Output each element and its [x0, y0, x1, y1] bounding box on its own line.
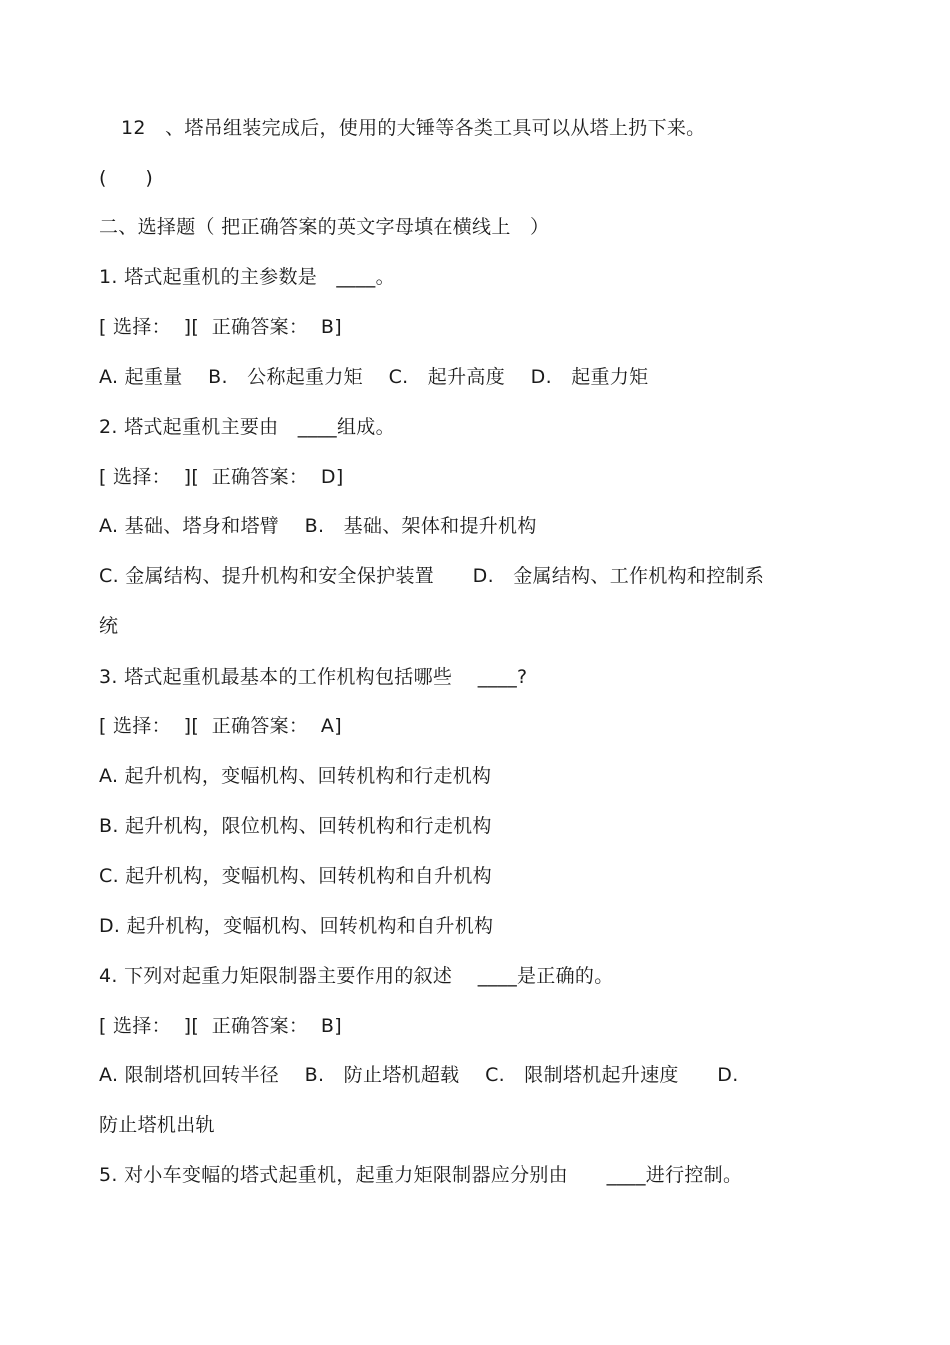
question-1-answer: [ 选择： ][ 正确答案： B]: [99, 316, 342, 338]
question-2-options-ab: A. 基础、塔身和塔臂 B. 基础、架体和提升机构: [99, 515, 537, 537]
question-4-options-continued: 防止塔机出轨: [99, 1114, 215, 1136]
question-3-option-d: D. 起升机构，变幅机构、回转机构和自升机构: [99, 915, 494, 937]
question-4-text: 4. 下列对起重力矩限制器主要作用的叙述 ____是正确的。: [99, 965, 614, 987]
question-3-option-b: B. 起升机构，限位机构、回转机构和行走机构: [99, 815, 492, 837]
question-4-options: A. 限制塔机回转半径 B. 防止塔机超载 C. 限制塔机起升速度 D.: [99, 1064, 739, 1086]
question-2-options-cd: C. 金属结构、提升机构和安全保护装置 D. 金属结构、工作机构和控制系: [99, 565, 765, 587]
question-3-text: 3. 塔式起重机最基本的工作机构包括哪些 ____?: [99, 666, 528, 688]
answer-parentheses: ( ): [99, 167, 154, 189]
question-4-answer: [ 选择： ][ 正确答案： B]: [99, 1015, 342, 1037]
section-heading-choice: 二、选择题（ 把正确答案的英文字母填在横线上 ）: [99, 216, 550, 238]
question-2-text: 2. 塔式起重机主要由 ____组成。: [99, 416, 395, 438]
question-2-answer: [ 选择： ][ 正确答案： D]: [99, 466, 344, 488]
question-3-option-a: A. 起升机构，变幅机构、回转机构和行走机构: [99, 765, 492, 787]
question-1-text: 1. 塔式起重机的主参数是 ____。: [99, 266, 395, 288]
question-12-text: 12 、塔吊组装完成后，使用的大锤等各类工具可以从塔上扔下来。: [121, 117, 706, 139]
question-3-option-c: C. 起升机构，变幅机构、回转机构和自升机构: [99, 865, 492, 887]
question-5-text: 5. 对小车变幅的塔式起重机，起重力矩限制器应分别由 ____进行控制。: [99, 1164, 743, 1186]
question-2-options-continued: 统: [99, 615, 119, 637]
question-3-answer: [ 选择： ][ 正确答案： A]: [99, 715, 342, 737]
question-1-options: A. 起重量 B. 公称起重力矩 C. 起升高度 D. 起重力矩: [99, 366, 649, 388]
